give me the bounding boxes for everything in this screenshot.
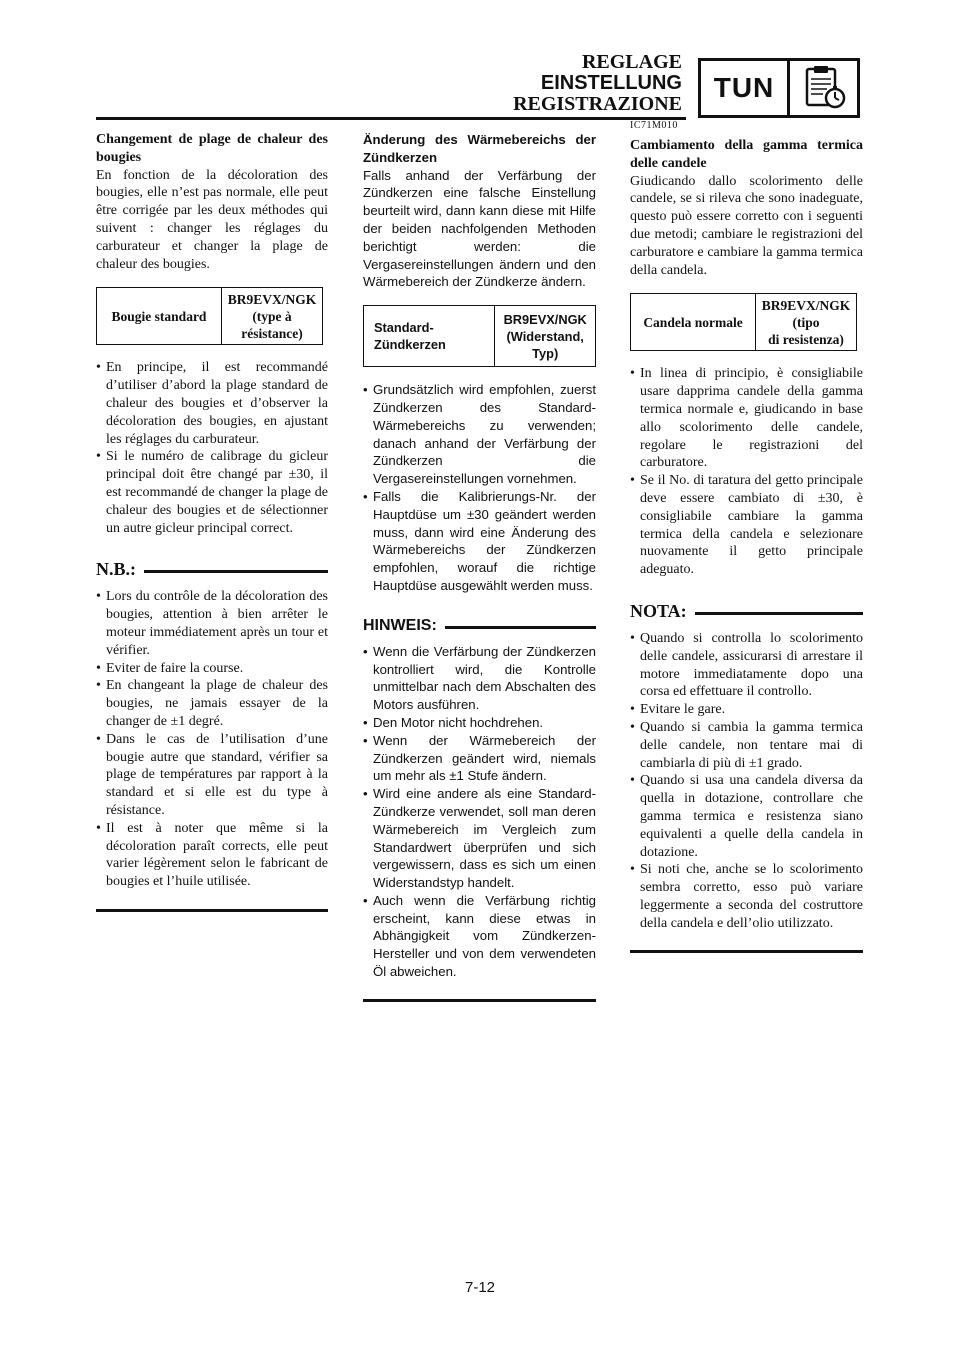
note-rule: [695, 612, 863, 615]
spec-value-line: BR9EVX/NGK: [503, 311, 587, 327]
list-item: • Quando si usa una candela diversa da quella in dotazione, controllare che gamma termica e resistenza siano equivalenti a quelle della candela in dotazione.: [630, 772, 863, 861]
list-item: • Grundsätzlich wird empfohlen, zuerst Zündkerzen des Standard-Wärmebereichs zu verwenden; danach anhand der Verfärbung der Zündkerzen die Vergasereinstellungen vornehmen.: [363, 381, 596, 488]
note-list: [96, 588, 328, 891]
title-it: REGISTRAZIONE: [513, 93, 682, 115]
spec-label-line: Zündkerzen: [374, 337, 446, 353]
spec-value: [756, 294, 857, 351]
page-number: 7-12: [464, 1279, 496, 1296]
bullet-list: [363, 381, 596, 595]
note-rule: [445, 626, 596, 629]
list-item: • In linea di principio, è consigliabile usare dapprima candele della gamma termica normale e, giudicando in base allo scolorimento delle candele, regolare le registrazioni del carburatore.: [630, 365, 863, 472]
list-item: • Si noti che, anche se lo scolorimento sembra corretto, esso può variare leggermente a seconda del costruttore della candela e dell’olio utilizzato.: [630, 861, 863, 932]
clipboard-stopwatch-icon: [790, 61, 857, 115]
column-french: [96, 131, 328, 912]
intro-text: En fonction de la décoloration des bougies, elle n’est pas normale, elle peut être corrigée par les deux méthodes qui suivent : changer les réglages du carburateur et changer la plage de chaleur des bougies.: [96, 167, 328, 272]
spec-value-line: BR9EVX/NGK: [761, 297, 851, 313]
list-item: • Si le numéro de calibrage du gicleur principal doit être changé par ±30, il est recommandé de changer la plage de chaleur des bougies et de sélectionner un autre gicleur principal correct.: [96, 448, 328, 537]
note-header: [96, 559, 328, 580]
list-item: • Quando si controlla lo scolorimento delle candele, assicurarsi di arrestare il motore immediatamente dopo una corsa ed effettuare il controllo.: [630, 630, 863, 701]
list-item: • Eviter de faire la course.: [96, 660, 328, 678]
note-list: [363, 643, 596, 981]
bullet-list: [630, 365, 863, 579]
spec-value-line: (type à: [252, 308, 292, 324]
list-item: • En changeant la plage de chaleur des bougies, ne jamais essayer de la changer de ±1 degré.: [96, 677, 328, 730]
list-item: • Falls die Kalibrierungs-Nr. der Hauptdüse um ±30 geändert werden muss, dann wird eine Änderung des Wärmebereichs der Zündkerzen empfohlen, worauf die richtige Hauptdüse ausgewählt werden muss.: [363, 488, 596, 595]
list-item: • Wenn der Wärmebereich der Zündkerzen geändert wird, niemals um mehr als ±1 Stufe ändern.: [363, 732, 596, 785]
spec-label: Candela normale: [631, 294, 756, 351]
title-fr: REGLAGE: [581, 51, 682, 73]
intro-text: Giudicando dallo scolorimento delle candele, se si rileva che sono inadeguate, questo può essere corretto con i seguenti due metodi; cambiare le registrazioni del carburatore e cambiare la gamma termica della candela.: [630, 173, 863, 278]
list-item: • Wenn die Verfärbung der Zündkerzen kontrolliert wird, die Kontrolle unmittelbar nach dem Abschalten des Motors ausführen.: [363, 643, 596, 714]
note-label: HINWEIS:: [363, 616, 437, 634]
column-german: [363, 131, 596, 1002]
spec-value-line: Typ): [532, 345, 559, 361]
spec-table: [363, 305, 596, 367]
list-item: • Den Motor nicht hochdrehen.: [363, 714, 596, 732]
header-rule: [96, 117, 686, 120]
spec-label: [364, 306, 495, 367]
list-item: • Il est à noter que même si la décoloration paraît corrects, elle peut varier légèrement selon le fabricant de bougies et l’huile utilisée.: [96, 820, 328, 891]
list-item: • Wird eine andere als eine Standard-Zündkerze verwendet, soll man deren Wärmebereich im Vergleich zum Standardwert überprüfen und sich vergewissern, dass es sich um einen Widerstandstyp handelt.: [363, 785, 596, 892]
note-header: [630, 601, 863, 622]
spec-table: [630, 293, 857, 351]
list-item: • Evitare le gare.: [630, 701, 863, 719]
spec-label-line: Standard-: [374, 320, 434, 336]
spec-value: [495, 306, 596, 367]
spec-value-line: BR9EVX/NGK: [227, 291, 317, 307]
note-label: NOTA:: [630, 600, 687, 621]
spec-value: [222, 288, 323, 345]
note-header: [363, 617, 596, 635]
spec-table: [96, 287, 323, 345]
note-end-rule: [363, 999, 596, 1002]
spec-value-line: (Widerstand,: [506, 328, 584, 344]
section-titles: [513, 52, 682, 115]
bullet-list: [96, 359, 328, 537]
list-item: • Se il No. di taratura del getto principale deve essere cambiato di ±30, è consigliabile cambiare la gamma termica della candela e selezionare nuovamente il getto principale adeguato.: [630, 472, 863, 579]
note-end-rule: [96, 909, 328, 912]
spec-label: Bougie standard: [97, 288, 222, 345]
column-italian: [630, 131, 863, 953]
section-heading: Änderung des Wärmebereichs der Zündkerzen: [363, 132, 596, 165]
spec-value-line: résistance): [241, 325, 303, 341]
note-label: N.B.:: [96, 559, 136, 580]
note-rule: [144, 570, 328, 573]
chapter-code: TUN: [701, 61, 790, 115]
list-item: • En principe, il est recommandé d’utiliser d’abord la plage standard de chaleur des bougies et d’observer la décoloration des bougies, en ajustant les réglages du carburateur.: [96, 359, 328, 448]
chapter-badge: [698, 58, 860, 118]
list-item: • Dans le cas de l’utilisation d’une bougie autre que standard, vérifier sa plage de températures par rapport à la standard et si elle est du type à résistance.: [96, 731, 328, 820]
list-item: • Lors du contrôle de la décoloration des bougies, attention à bien arrêter le moteur immédiatement après un tour et vérifier.: [96, 588, 328, 659]
note-end-rule: [630, 950, 863, 953]
title-de: EINSTELLUNG: [540, 72, 682, 94]
list-item: • Quando si cambia la gamma termica delle candele, non tentare mai di cambiarla di più di ±1 grado.: [630, 719, 863, 772]
list-item: • Auch wenn die Verfärbung richtig erscheint, kann diese etwas in Abhängigkeit vom Zündkerzen-Hersteller und von dem verwendeten Öl abweichen.: [363, 892, 596, 981]
spec-value-line: (tipo: [792, 314, 820, 330]
intro-text: Falls anhand der Verfärbung der Zündkerzen eine falsche Einstellung beurteilt wird, dann kann diese mit Hilfe der beiden nachfolgenden Methoden berichtigt werden: die Vergasereinstellungen ändern und den Wärmebereich der Zündkerze ändern.: [363, 167, 596, 290]
spec-value-line: di resistenza): [768, 331, 844, 347]
section-heading: Changement de plage de chaleur des bougies: [96, 132, 328, 165]
note-list: [630, 630, 863, 933]
section-heading: Cambiamento della gamma termica delle candele: [630, 138, 863, 171]
section-code: IC71M010: [630, 120, 678, 131]
